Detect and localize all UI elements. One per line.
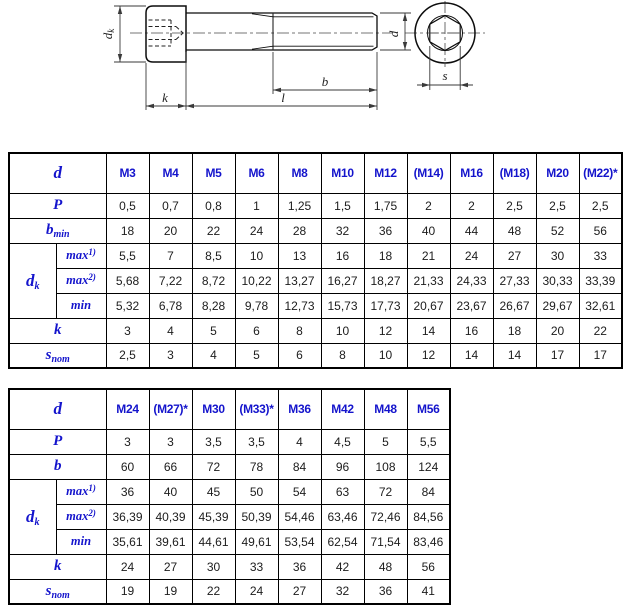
row-label-d bbox=[9, 153, 106, 193]
table-cell: 19 bbox=[106, 579, 149, 604]
table-cell: 16 bbox=[450, 318, 493, 343]
table-cell: 12 bbox=[364, 318, 407, 343]
label-text: min bbox=[70, 298, 92, 312]
col-header-M20: M20 bbox=[536, 153, 579, 193]
dim-label-l: l bbox=[281, 90, 285, 105]
screw-technical-drawing bbox=[0, 0, 628, 150]
row-label-b_min bbox=[9, 218, 106, 243]
label-text: d bbox=[53, 399, 62, 419]
dim-label-dk: dk bbox=[100, 28, 116, 40]
label-subscript: nom bbox=[51, 353, 70, 365]
table-cell: 5 bbox=[235, 343, 278, 368]
table-cell: 20 bbox=[149, 218, 192, 243]
label-text: s bbox=[45, 346, 52, 363]
table-cell: 0,7 bbox=[149, 193, 192, 218]
col-header-M4: M4 bbox=[149, 153, 192, 193]
table-cell: 10 bbox=[321, 318, 364, 343]
dim-label-d: d bbox=[386, 30, 401, 38]
row-label-s_nom bbox=[9, 579, 106, 604]
col-header-M56: M56 bbox=[407, 389, 450, 429]
row-label-k bbox=[9, 554, 106, 579]
table-row bbox=[9, 579, 450, 604]
table-cell: 53,54 bbox=[278, 529, 321, 554]
row-label-d bbox=[9, 389, 106, 429]
table-cell: 4 bbox=[149, 318, 192, 343]
row-label-min bbox=[56, 293, 106, 318]
table-cell: 20,67 bbox=[407, 293, 450, 318]
table1 bbox=[8, 152, 623, 369]
table-cell: 8 bbox=[278, 318, 321, 343]
header-row bbox=[9, 389, 450, 429]
col-header-(M33)*: (M33)* bbox=[235, 389, 278, 429]
label-text: max bbox=[66, 484, 89, 498]
table-cell: 71,54 bbox=[364, 529, 407, 554]
table-cell: 52 bbox=[536, 218, 579, 243]
table-row bbox=[9, 504, 450, 529]
table-row bbox=[9, 318, 622, 343]
table-cell: 56 bbox=[407, 554, 450, 579]
table-cell: 15,73 bbox=[321, 293, 364, 318]
table-cell: 56 bbox=[579, 218, 622, 243]
table-cell: 60 bbox=[106, 454, 149, 479]
table-row bbox=[9, 218, 622, 243]
table-cell: 27,33 bbox=[493, 268, 536, 293]
table-cell: 32,61 bbox=[579, 293, 622, 318]
label-superscript: 2) bbox=[88, 272, 96, 282]
table-cell: 1,75 bbox=[364, 193, 407, 218]
col-header-M3: M3 bbox=[106, 153, 149, 193]
table-cell: 3 bbox=[106, 318, 149, 343]
table-row bbox=[9, 293, 622, 318]
table-cell: 16 bbox=[321, 243, 364, 268]
table-cell: 72 bbox=[192, 454, 235, 479]
table-cell: 108 bbox=[364, 454, 407, 479]
table-cell: 17 bbox=[536, 343, 579, 368]
side-view-dimensions bbox=[100, 6, 377, 110]
table-cell: 7,22 bbox=[149, 268, 192, 293]
table-cell: 3 bbox=[149, 343, 192, 368]
col-header-(M22)*: (M22)* bbox=[579, 153, 622, 193]
table-cell: 49,61 bbox=[235, 529, 278, 554]
label-text: P bbox=[53, 197, 63, 213]
dimensions-table-m3-m22 bbox=[8, 152, 623, 369]
table-cell: 14 bbox=[450, 343, 493, 368]
side-view bbox=[130, 6, 393, 62]
table-row bbox=[9, 268, 622, 293]
table-cell: 42 bbox=[321, 554, 364, 579]
table-cell: 3 bbox=[106, 429, 149, 454]
table-cell: 48 bbox=[364, 554, 407, 579]
table-cell: 8 bbox=[321, 343, 364, 368]
table-cell: 13,27 bbox=[278, 268, 321, 293]
col-header-M42: M42 bbox=[321, 389, 364, 429]
table-cell: 27 bbox=[493, 243, 536, 268]
table-cell: 19 bbox=[149, 579, 192, 604]
table-cell: 7 bbox=[149, 243, 192, 268]
label-text: k bbox=[54, 558, 62, 574]
label-text: P bbox=[53, 433, 63, 449]
table-cell: 30 bbox=[536, 243, 579, 268]
table-cell: 3 bbox=[149, 429, 192, 454]
dim-label-s: s bbox=[442, 68, 448, 83]
table-cell: 8,72 bbox=[192, 268, 235, 293]
row-label-max2 bbox=[56, 504, 106, 529]
table-cell: 36 bbox=[106, 479, 149, 504]
table-cell: 33,39 bbox=[579, 268, 622, 293]
table-cell: 4,5 bbox=[321, 429, 364, 454]
header-row bbox=[9, 153, 622, 193]
label-text: max bbox=[66, 509, 89, 523]
col-header-M5: M5 bbox=[192, 153, 235, 193]
table-cell: 63 bbox=[321, 479, 364, 504]
table-cell: 41 bbox=[407, 579, 450, 604]
table-cell: 10 bbox=[235, 243, 278, 268]
row-label-b bbox=[9, 454, 106, 479]
table-cell: 22 bbox=[192, 579, 235, 604]
table-cell: 62,54 bbox=[321, 529, 364, 554]
table-row bbox=[9, 454, 450, 479]
row-label-P bbox=[9, 429, 106, 454]
table-cell: 30,33 bbox=[536, 268, 579, 293]
table-cell: 5,68 bbox=[106, 268, 149, 293]
label-text: min bbox=[70, 534, 92, 548]
table-cell: 30 bbox=[192, 554, 235, 579]
table-cell: 2 bbox=[407, 193, 450, 218]
end-view-dimensions bbox=[380, 13, 473, 90]
table-cell: 3,5 bbox=[235, 429, 278, 454]
table-cell: 84 bbox=[278, 454, 321, 479]
table-row bbox=[9, 529, 450, 554]
label-superscript: 2) bbox=[88, 508, 96, 518]
table-cell: 20 bbox=[536, 318, 579, 343]
row-label-s_nom bbox=[9, 343, 106, 368]
table-cell: 45,39 bbox=[192, 504, 235, 529]
table-cell: 2,5 bbox=[493, 193, 536, 218]
table-cell: 3,5 bbox=[192, 429, 235, 454]
dim-label-b: b bbox=[321, 74, 329, 89]
table-cell: 44,61 bbox=[192, 529, 235, 554]
table-cell: 24 bbox=[106, 554, 149, 579]
table-cell: 17 bbox=[579, 343, 622, 368]
table-cell: 24 bbox=[235, 218, 278, 243]
dimensions-table-m24-m56 bbox=[8, 388, 623, 605]
table-cell: 72,46 bbox=[364, 504, 407, 529]
table-cell: 36 bbox=[364, 579, 407, 604]
label-text: max bbox=[66, 248, 89, 262]
table-cell: 63,46 bbox=[321, 504, 364, 529]
label-text: d bbox=[26, 270, 35, 290]
label-superscript: 1) bbox=[88, 483, 96, 493]
table-cell: 40,39 bbox=[149, 504, 192, 529]
row-label-max1 bbox=[56, 479, 106, 504]
table-cell: 39,61 bbox=[149, 529, 192, 554]
table-row bbox=[9, 554, 450, 579]
table-cell: 78 bbox=[235, 454, 278, 479]
row-label-min bbox=[56, 529, 106, 554]
table-cell: 2,5 bbox=[579, 193, 622, 218]
table-cell: 40 bbox=[149, 479, 192, 504]
label-text: d bbox=[26, 506, 35, 526]
screw-head-outline bbox=[146, 6, 186, 62]
col-header-M12: M12 bbox=[364, 153, 407, 193]
screw-shaft-outline bbox=[186, 13, 377, 50]
table-cell: 50 bbox=[235, 479, 278, 504]
table-cell: 27 bbox=[278, 579, 321, 604]
label-text: b bbox=[54, 458, 62, 474]
table-cell: 44 bbox=[450, 218, 493, 243]
table-row bbox=[9, 429, 450, 454]
table-cell: 5,5 bbox=[106, 243, 149, 268]
table-cell: 33 bbox=[235, 554, 278, 579]
table-cell: 10 bbox=[364, 343, 407, 368]
table-cell: 2,5 bbox=[106, 343, 149, 368]
label-subscript: nom bbox=[51, 589, 70, 601]
table-row bbox=[9, 479, 450, 504]
table-cell: 5,32 bbox=[106, 293, 149, 318]
table-cell: 33 bbox=[579, 243, 622, 268]
table-cell: 84 bbox=[407, 479, 450, 504]
label-text: s bbox=[45, 582, 52, 599]
table-cell: 36 bbox=[278, 554, 321, 579]
row-label-d_k bbox=[9, 479, 56, 554]
table-cell: 8,28 bbox=[192, 293, 235, 318]
col-header-(M18): (M18) bbox=[493, 153, 536, 193]
table-cell: 32 bbox=[321, 579, 364, 604]
table-row bbox=[9, 193, 622, 218]
col-header-M8: M8 bbox=[278, 153, 321, 193]
table-cell: 32 bbox=[321, 218, 364, 243]
table-cell: 6 bbox=[235, 318, 278, 343]
table-cell: 10,22 bbox=[235, 268, 278, 293]
table-row bbox=[9, 243, 622, 268]
row-label-max1 bbox=[56, 243, 106, 268]
label-text: k bbox=[54, 322, 62, 338]
end-view bbox=[405, 1, 485, 67]
label-subscript: k bbox=[34, 280, 40, 292]
row-label-max2 bbox=[56, 268, 106, 293]
table-cell: 26,67 bbox=[493, 293, 536, 318]
dim-label-k: k bbox=[162, 90, 168, 105]
table-cell: 22 bbox=[192, 218, 235, 243]
table-cell: 72 bbox=[364, 479, 407, 504]
label-subscript: min bbox=[53, 229, 70, 240]
table-cell: 6,78 bbox=[149, 293, 192, 318]
col-header-M48: M48 bbox=[364, 389, 407, 429]
col-header-(M27)*: (M27)* bbox=[149, 389, 192, 429]
table-cell: 12 bbox=[407, 343, 450, 368]
table-row bbox=[9, 343, 622, 368]
col-header-M36: M36 bbox=[278, 389, 321, 429]
table-cell: 18 bbox=[493, 318, 536, 343]
table-cell: 24,33 bbox=[450, 268, 493, 293]
table-cell: 12,73 bbox=[278, 293, 321, 318]
table-cell: 24 bbox=[450, 243, 493, 268]
table-cell: 36 bbox=[364, 218, 407, 243]
table-cell: 23,67 bbox=[450, 293, 493, 318]
table-cell: 5 bbox=[364, 429, 407, 454]
table-cell: 8,5 bbox=[192, 243, 235, 268]
col-header-M24: M24 bbox=[106, 389, 149, 429]
table-cell: 83,46 bbox=[407, 529, 450, 554]
table-cell: 0,8 bbox=[192, 193, 235, 218]
table-cell: 48 bbox=[493, 218, 536, 243]
table-cell: 124 bbox=[407, 454, 450, 479]
table-cell: 0,5 bbox=[106, 193, 149, 218]
table-cell: 22 bbox=[579, 318, 622, 343]
table-cell: 14 bbox=[493, 343, 536, 368]
row-label-k bbox=[9, 318, 106, 343]
table-cell: 6 bbox=[278, 343, 321, 368]
table-cell: 21 bbox=[407, 243, 450, 268]
table-cell: 16,27 bbox=[321, 268, 364, 293]
table-cell: 4 bbox=[192, 343, 235, 368]
table-cell: 40 bbox=[407, 218, 450, 243]
table-cell: 96 bbox=[321, 454, 364, 479]
table-cell: 1 bbox=[235, 193, 278, 218]
table-cell: 27 bbox=[149, 554, 192, 579]
table-cell: 1,5 bbox=[321, 193, 364, 218]
table-cell: 2 bbox=[450, 193, 493, 218]
table-cell: 29,67 bbox=[536, 293, 579, 318]
table-cell: 35,61 bbox=[106, 529, 149, 554]
table-cell: 1,25 bbox=[278, 193, 321, 218]
table-cell: 5,5 bbox=[407, 429, 450, 454]
table-cell: 14 bbox=[407, 318, 450, 343]
table-cell: 18 bbox=[364, 243, 407, 268]
col-header-(M14): (M14) bbox=[407, 153, 450, 193]
table-cell: 28 bbox=[278, 218, 321, 243]
table-cell: 2,5 bbox=[536, 193, 579, 218]
label-text: d bbox=[53, 163, 62, 183]
table-cell: 18,27 bbox=[364, 268, 407, 293]
table-cell: 45 bbox=[192, 479, 235, 504]
table-cell: 21,33 bbox=[407, 268, 450, 293]
table-cell: 36,39 bbox=[106, 504, 149, 529]
table-cell: 4 bbox=[278, 429, 321, 454]
table-cell: 9,78 bbox=[235, 293, 278, 318]
table-cell: 17,73 bbox=[364, 293, 407, 318]
label-superscript: 1) bbox=[88, 247, 96, 257]
table-cell: 66 bbox=[149, 454, 192, 479]
table-cell: 54,46 bbox=[278, 504, 321, 529]
row-label-d_k bbox=[9, 243, 56, 318]
thread-runout-bottom bbox=[252, 46, 273, 49]
label-text: b bbox=[45, 222, 54, 238]
table-cell: 24 bbox=[235, 579, 278, 604]
table-cell: 5 bbox=[192, 318, 235, 343]
col-header-M30: M30 bbox=[192, 389, 235, 429]
table-cell: 54 bbox=[278, 479, 321, 504]
table-cell: 18 bbox=[106, 218, 149, 243]
table-cell: 84,56 bbox=[407, 504, 450, 529]
table2 bbox=[8, 388, 451, 605]
dimension-tables bbox=[8, 152, 623, 610]
thread-runout-top bbox=[252, 14, 273, 17]
label-text: max bbox=[66, 273, 89, 287]
table-cell: 50,39 bbox=[235, 504, 278, 529]
col-header-M16: M16 bbox=[450, 153, 493, 193]
col-header-M6: M6 bbox=[235, 153, 278, 193]
table-cell: 13 bbox=[278, 243, 321, 268]
col-header-M10: M10 bbox=[321, 153, 364, 193]
row-label-P bbox=[9, 193, 106, 218]
label-subscript: k bbox=[34, 516, 40, 528]
